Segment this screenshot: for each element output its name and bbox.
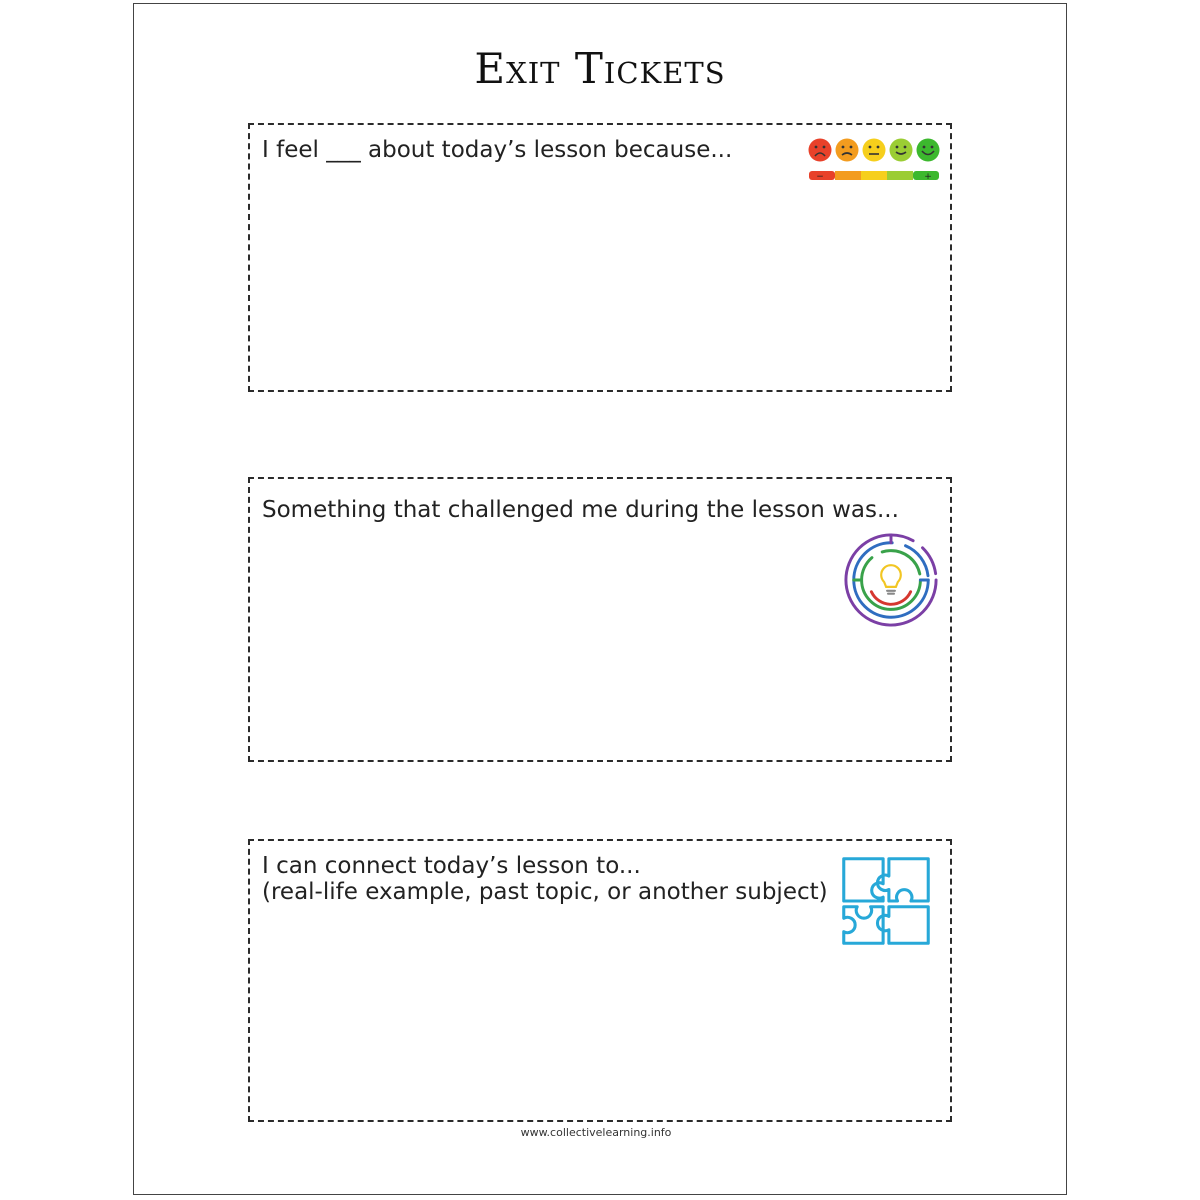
ticket-prompt <box>262 853 828 905</box>
puzzle-icon <box>838 853 934 949</box>
scale-minus-label: − <box>816 172 824 182</box>
prompt-line: I can connect today’s lesson to... <box>262 853 641 879</box>
exit-ticket-challenge <box>248 477 952 762</box>
ticket-prompt <box>262 137 732 163</box>
emotion-scale-bar <box>809 171 939 182</box>
prompt-line: I feel ___ about today’s lesson because... <box>262 137 733 163</box>
footer-url: www.collectivelearning.info <box>520 1126 672 1139</box>
scale-plus-label: + <box>924 172 932 182</box>
ticket-prompt <box>262 497 899 523</box>
prompt-subline: (real-life example, past topic, or another subject) <box>262 879 828 905</box>
very-sad-face-icon <box>809 139 832 162</box>
emotion-scale-icon <box>808 137 940 185</box>
happy-face-icon <box>890 139 913 162</box>
sad-face-icon <box>836 139 859 162</box>
exit-ticket-connection <box>248 839 952 1122</box>
lightbulb-icon <box>881 565 901 594</box>
very-happy-face-icon <box>917 139 940 162</box>
exit-ticket-feelings <box>248 123 952 392</box>
maze-lightbulb-icon <box>842 531 940 629</box>
page-title: Exit Tickets <box>474 44 726 93</box>
prompt-line: Something that challenged me during the lesson was... <box>262 497 899 523</box>
neutral-face-icon <box>863 139 886 162</box>
